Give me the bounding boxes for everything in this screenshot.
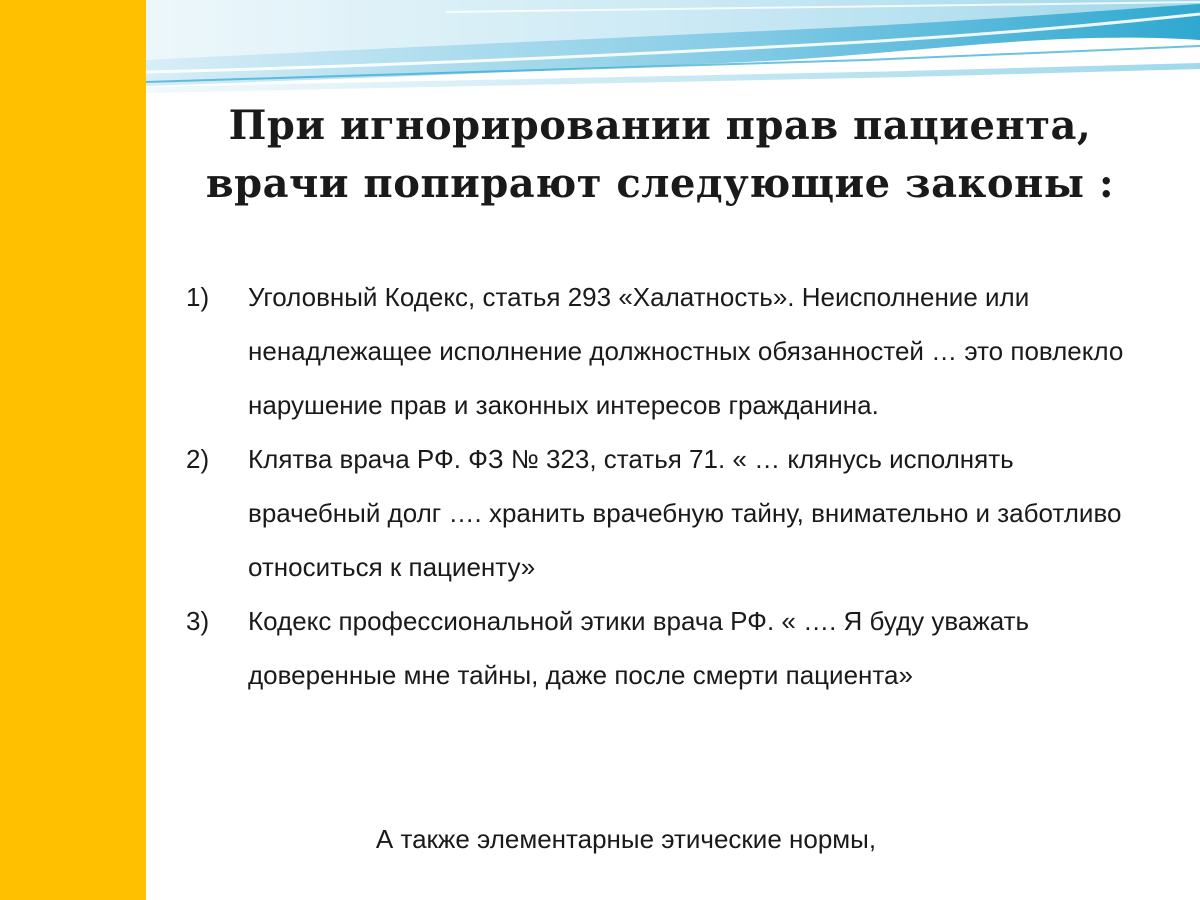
list-item-text: Клятва врача РФ. ФЗ № 323, статья 71. « … клянусь исполнять врачебный долг …. хранить врачебную тайну, внимательно и заботливо относиться к пациенту» [248, 444, 1122, 582]
slide-title-line-2: врачи попирают следующие законы : [205, 160, 1115, 207]
list-item-number: 1) [186, 282, 210, 312]
footer-note: А также элементарные этические нормы, [375, 824, 877, 854]
left-accent-bar [0, 0, 146, 900]
list-item-number: 3) [186, 606, 210, 636]
list-item-text: Уголовный Кодекс, статья 293 «Халатность». Неисполнение или ненадлежащее исполнение должностных обязанностей … это повлекло нарушение прав и законных интересов гражданина. [248, 282, 1124, 420]
slide-title-line-1: При игнорировании прав пациента, [228, 102, 1092, 149]
law-list-item-2 [186, 432, 1146, 594]
law-list-item-1 [186, 270, 1146, 432]
slide-title [190, 97, 1130, 213]
list-item-text: Кодекс профессиональной этики врача РФ. « …. Я буду уважать доверенные мне тайны, даже после смерти пациента» [248, 606, 1030, 690]
wave-decoration [146, 0, 1200, 110]
law-list [186, 270, 1146, 702]
law-list-item-3 [186, 594, 1146, 702]
list-item-number: 2) [186, 444, 210, 474]
